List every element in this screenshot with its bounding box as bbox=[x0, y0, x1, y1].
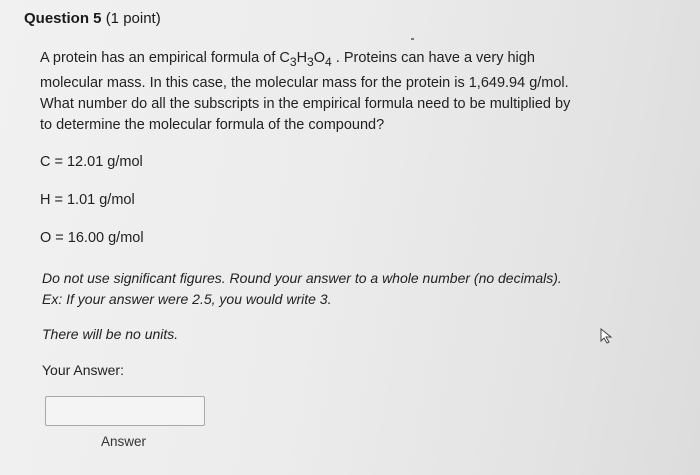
question-number: Question 5 bbox=[24, 10, 102, 27]
question-line-4: to determine the molecular formula of the compound? bbox=[40, 116, 385, 133]
question-line-2: molecular mass. In this case, the molecular mass for the protein is 1,649.94 g/mol. bbox=[40, 74, 569, 91]
mass-oxygen: O = 16.00 g/mol bbox=[40, 230, 144, 246]
question-line-3: What number do all the subscripts in the empirical formula need to be multiplied by bbox=[40, 95, 571, 112]
mass-hydrogen: H = 1.01 g/mol bbox=[40, 192, 135, 208]
answer-caption: Answer bbox=[101, 434, 147, 449]
instruction-no-units: There will be no units. bbox=[42, 326, 179, 342]
mouse-cursor-icon bbox=[600, 328, 614, 349]
mass-carbon: C = 12.01 g/mol bbox=[40, 154, 143, 170]
question-line-1: A protein has an empirical formula of $C_3H_3O_4$ . Proteins can have a very high bbox=[40, 50, 535, 69]
instruction-rounding: Do not use significant figures. Round your answer to a whole number (no decimals). bbox=[42, 270, 562, 286]
answer-input[interactable] bbox=[45, 396, 205, 426]
decorative-dot bbox=[411, 38, 414, 40]
instruction-example: Ex: If your answer were 2.5, you would write 3. bbox=[42, 291, 332, 307]
question-body bbox=[40, 48, 640, 136]
answer-label: Your Answer: bbox=[42, 362, 124, 378]
question-points: (1 point) bbox=[105, 10, 161, 27]
question-title bbox=[24, 10, 161, 27]
